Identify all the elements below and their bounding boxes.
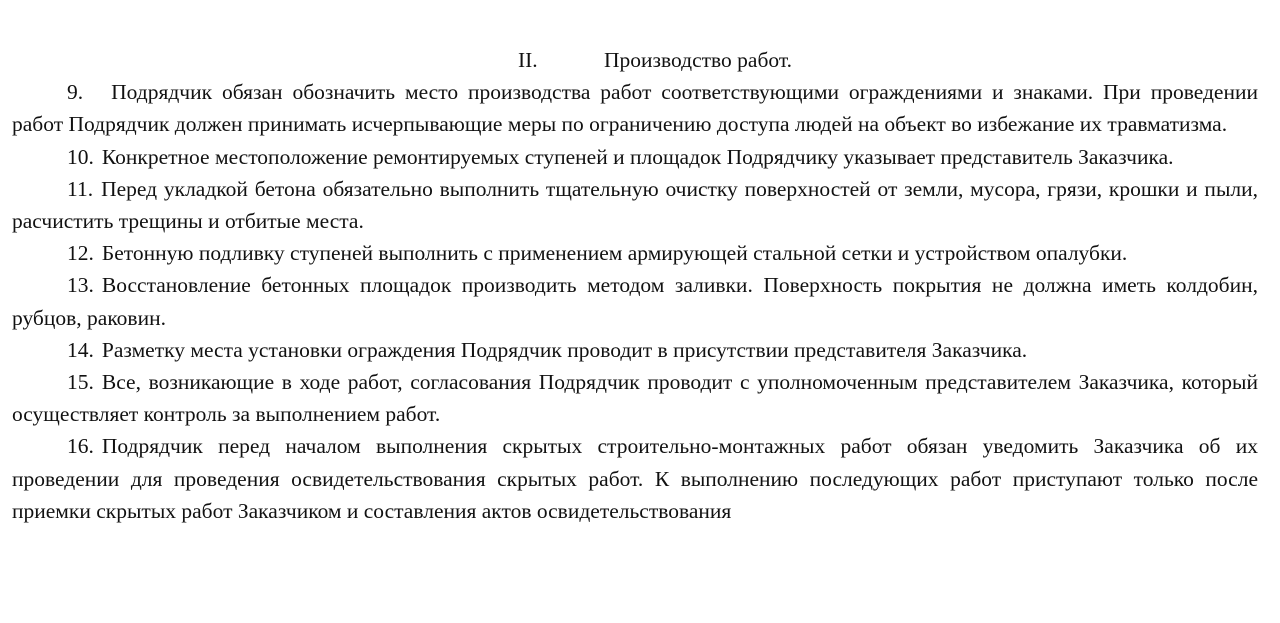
paragraph-number: 9.: [67, 80, 84, 105]
section-number: II.: [517, 48, 538, 72]
paragraph-number: 12.: [67, 241, 94, 266]
paragraph-text: Подрядчик обязан обозначить место производства работ соответствующими ограждениями и знаками. При проведении работ Подрядчик должен принимать исчерпывающие меры по ограничению доступа людей на объект во избежание их травматизма.: [12, 80, 1258, 137]
section-heading: [12, 44, 1258, 76]
paragraph-number: 13.: [67, 273, 94, 298]
paragraph-text: Все, возникающие в ходе работ, согласования Подрядчик проводит с уполномоченным представителем Заказчика, который осуществляет контроль за выполнением работ.: [12, 370, 1258, 427]
paragraph-9: [12, 76, 1258, 140]
document-page: [12, 44, 1258, 527]
paragraph-text: Подрядчик перед началом выполнения скрытых строительно-монтажных работ обязан уведомить Заказчика об их проведении для проведения освидетельствования скрытых работ. К выполнению последующих работ приступают только после приемки скрытых работ Заказчиком и составления актов освидетельствования: [12, 434, 1258, 523]
paragraph-number: 10.: [67, 144, 94, 169]
paragraph-number: 16.: [67, 434, 94, 459]
paragraph-text: Разметку места установки ограждения Подрядчик проводит в присутствии представителя Заказчика.: [101, 337, 1028, 362]
paragraph-15: [12, 366, 1258, 430]
paragraph-number: 15.: [67, 370, 94, 395]
paragraph-number: 14.: [67, 337, 94, 362]
paragraph-16: [12, 430, 1258, 527]
section-title: Производство работ.: [603, 48, 793, 72]
paragraph-text: Бетонную подливку ступеней выполнить с применением армирующей стальной сетки и устройством опалубки.: [101, 241, 1128, 266]
paragraph-text: Восстановление бетонных площадок производить методом заливки. Поверхность покрытия не должна иметь колдобин, рубцов, раковин.: [12, 273, 1258, 330]
paragraph-11: [12, 173, 1258, 237]
paragraph-14: [12, 334, 1258, 366]
paragraph-number: 11.: [67, 176, 94, 201]
paragraph-text: Перед укладкой бетона обязательно выполнить тщательную очистку поверхностей от земли, мусора, грязи, крошки и пыли, расчистить трещины и отбитые места.: [12, 176, 1258, 234]
paragraph-13: [12, 269, 1258, 333]
paragraph-12: [12, 237, 1258, 269]
paragraph-text: Конкретное местоположение ремонтируемых ступеней и площадок Подрядчику указывает представитель Заказчика.: [101, 144, 1174, 169]
paragraph-10: [12, 141, 1258, 173]
